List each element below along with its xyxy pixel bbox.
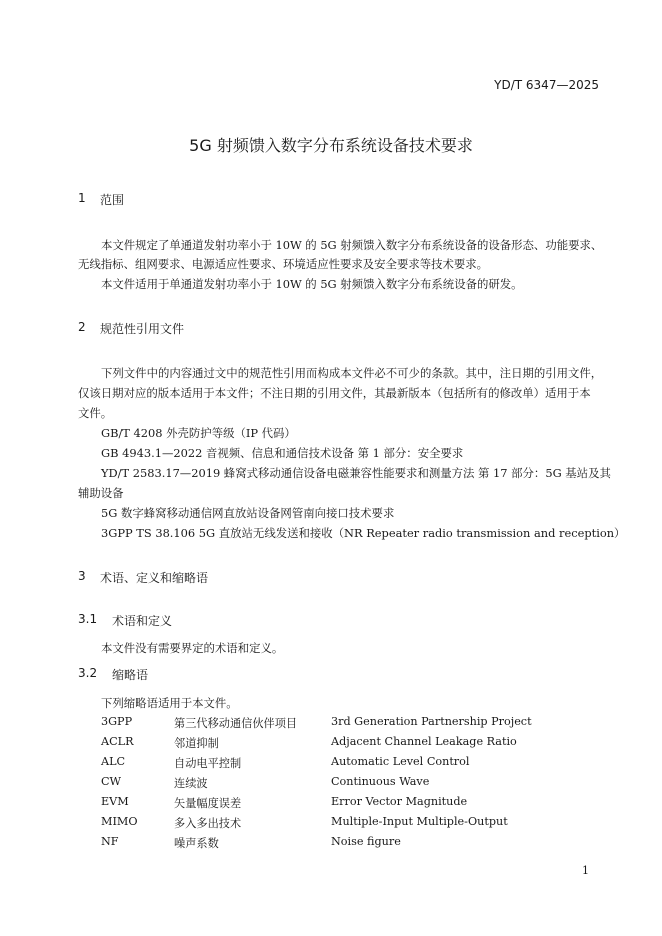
section-2-number: 2 bbox=[78, 320, 86, 334]
section-1-title: 范围 bbox=[100, 193, 125, 207]
section-3-2-intro: 下列缩略语适用于本文件。 bbox=[101, 696, 238, 710]
reference-item: 5G 数字蜂窝移动通信网直放站设备网管南向接口技术要求 bbox=[101, 506, 395, 520]
reference-item: GB/T 4208 外壳防护等级（IP 代码） bbox=[101, 426, 296, 440]
abbreviation-english: 3rd Generation Partnership Project bbox=[331, 715, 532, 728]
section-3-1-text: 本文件没有需要界定的术语和定义。 bbox=[101, 641, 284, 655]
section-3-number: 3 bbox=[78, 569, 86, 583]
reference-item-continuation: 辅助设备 bbox=[78, 486, 124, 500]
abbreviation-term: CW bbox=[101, 775, 122, 788]
abbreviation-english: Error Vector Magnitude bbox=[331, 795, 468, 808]
abbreviation-term: 3GPP bbox=[101, 715, 133, 728]
standard-number: YD/T 6347—2025 bbox=[494, 78, 599, 92]
abbreviation-term: ACLR bbox=[101, 735, 134, 748]
abbreviation-english: Continuous Wave bbox=[331, 775, 430, 788]
document-title: 5G 射频馈入数字分布系统设备技术要求 bbox=[189, 136, 473, 155]
reference-item: GB 4943.1—2022 音视频、信息和通信技术设备 第 1 部分：安全要求 bbox=[101, 446, 464, 460]
section-3-2-number: 3.2 bbox=[78, 666, 98, 680]
abbreviation-chinese: 第三代移动通信伙伴项目 bbox=[174, 717, 298, 730]
section-1-paragraph-1-line-1: 本文件规定了单通道发射功率小于 10W 的 5G 射频馈入数字分布系统设备的设备形态、功能要求、 bbox=[101, 238, 603, 252]
section-2-intro-line-1: 下列文件中的内容通过文中的规范性引用而构成本文件必不可少的条款。其中，注日期的引用文件， bbox=[101, 366, 603, 380]
reference-item: 3GPP TS 38.106 5G 直放站无线发送和接收（NR Repeater radio transmission and reception） bbox=[101, 526, 626, 540]
section-2-intro-line-3: 文件。 bbox=[78, 406, 113, 420]
abbreviation-chinese: 邻道抑制 bbox=[174, 737, 219, 750]
abbreviation-chinese: 自动电平控制 bbox=[174, 757, 242, 770]
page-number: 1 bbox=[582, 864, 589, 877]
abbreviation-chinese: 噪声系数 bbox=[174, 837, 219, 850]
section-3-title: 术语、定义和缩略语 bbox=[100, 571, 209, 585]
abbreviation-chinese: 多入多出技术 bbox=[174, 817, 242, 830]
section-3-1-title: 术语和定义 bbox=[112, 614, 173, 628]
section-3-2-title: 缩略语 bbox=[112, 668, 149, 682]
abbreviation-english: Noise figure bbox=[331, 835, 401, 848]
abbreviation-term: MIMO bbox=[101, 815, 138, 828]
abbreviation-english: Adjacent Channel Leakage Ratio bbox=[331, 735, 517, 748]
section-2-intro-line-2: 仅该日期对应的版本适用于本文件；不注日期的引用文件，其最新版本（包括所有的修改单）适用于本 bbox=[78, 386, 591, 400]
section-1-number: 1 bbox=[78, 191, 86, 205]
abbreviation-english: Multiple-Input Multiple-Output bbox=[331, 815, 508, 828]
section-2-title: 规范性引用文件 bbox=[100, 322, 185, 336]
section-1-paragraph-2: 本文件适用于单通道发射功率小于 10W 的 5G 射频馈入数字分布系统设备的研发。 bbox=[101, 277, 523, 291]
reference-item: YD/T 2583.17—2019 蜂窝式移动通信设备电磁兼容性能要求和测量方法 第 17 部分：5G 基站及其 bbox=[101, 466, 611, 480]
abbreviation-chinese: 连续波 bbox=[174, 777, 208, 790]
section-1-paragraph-1-line-2: 无线指标、组网要求、电源适应性要求、环境适应性要求及安全要求等技术要求。 bbox=[78, 257, 489, 271]
abbreviation-term: EVM bbox=[101, 795, 129, 808]
section-3-1-number: 3.1 bbox=[78, 612, 98, 626]
abbreviation-english: Automatic Level Control bbox=[331, 755, 470, 768]
abbreviation-chinese: 矢量幅度误差 bbox=[174, 797, 242, 810]
abbreviation-term: NF bbox=[101, 835, 119, 848]
abbreviation-term: ALC bbox=[101, 755, 126, 768]
